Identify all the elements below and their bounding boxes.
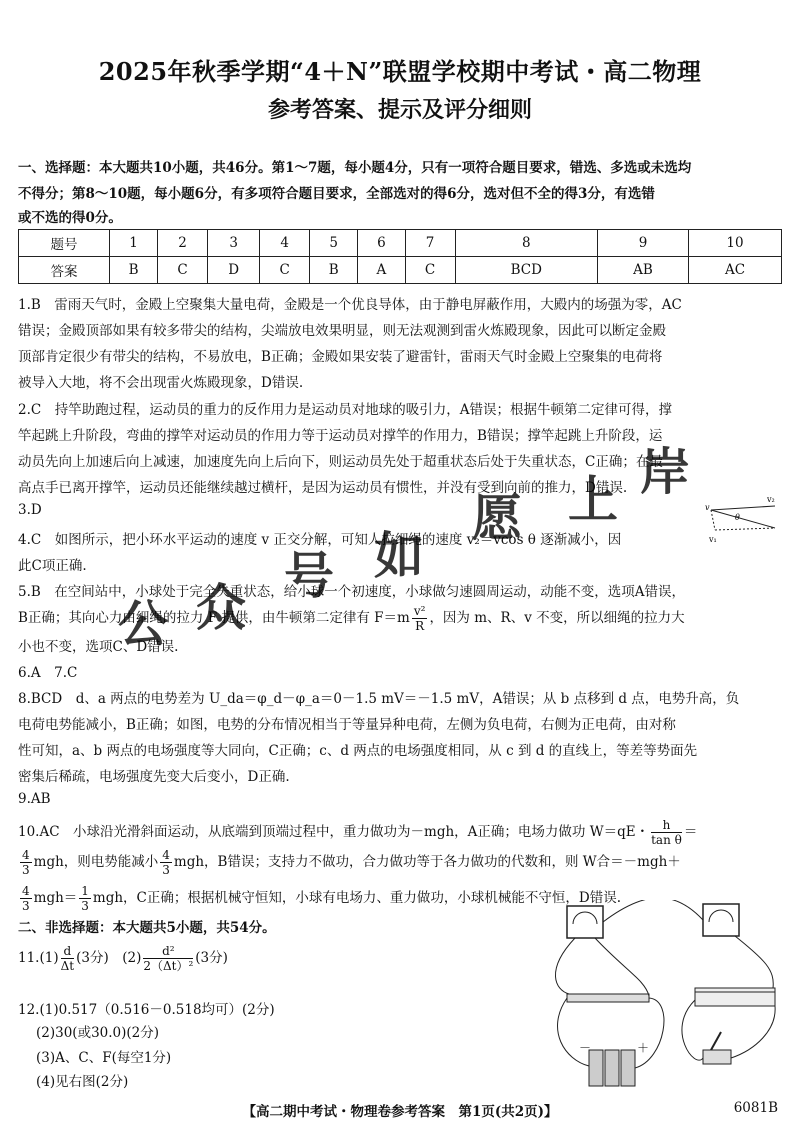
q5-text-a: B正确；其向心力由细绳的拉力 F 提供，由牛顿第二定律有 F＝m (18, 610, 410, 626)
q2-line1: 2.C 持竿助跑过程，运动员的重力的反作用力是运动员对地球的吸引力，A错误；根据牛顿第二定律可得，撑 (18, 402, 672, 418)
table-cell: 10 (689, 230, 782, 257)
q11-suffix: (3分) (195, 950, 228, 966)
v-label: v (705, 503, 710, 512)
switch-icon (703, 1050, 731, 1064)
document-code: 6081B (733, 1100, 778, 1116)
q5-text-b: ，因为 m、R、v 不变，所以细绳的拉力大 (429, 610, 685, 626)
velocity-decomposition-diagram (705, 488, 785, 548)
q10-fraction-3 (160, 848, 172, 877)
table-cell: C (158, 257, 208, 284)
q8-line4: 密集后稀疏，电场强度先变大后变小，D正确. (18, 769, 290, 785)
q8-line1: 8.BCD d、a 两点的电势差为 U_da＝φ_d－φ_a＝0－1.5 mV＝－1.5 mV，A错误；从 b 点移到 d 点，电势升高，负 (18, 691, 740, 707)
table-cell: C (405, 257, 455, 284)
q11-mid: (3分) (2) (76, 950, 142, 966)
table-cell: B (110, 257, 158, 284)
wire (635, 998, 664, 1068)
table-cell: D (208, 257, 260, 284)
v2-label: v₂ (767, 495, 775, 504)
watermark-char: 如 (374, 526, 424, 585)
q10-frac3-num: 4 (162, 848, 170, 862)
q12-part1: 12.(1)0.517（0.516－0.518均可）(2分) (18, 1002, 275, 1018)
answer-table (18, 229, 782, 284)
table-cell: 4 (260, 230, 310, 257)
wire (682, 1000, 703, 1060)
q10-text-e: mgh＝ (33, 890, 78, 906)
table-cell: BCD (455, 257, 597, 284)
page-footer: 【高二期中考试・物理卷参考答案 第1页(共2页)】 (242, 1104, 558, 1120)
q10-text-c: mgh，则电势能减小 (33, 854, 159, 870)
section2-title: 二、非选择题：本大题共5小题，共54分。 (18, 920, 276, 936)
table-cell: AB (597, 257, 688, 284)
q10-frac4-den: 3 (22, 899, 30, 913)
battery-icon (621, 1050, 635, 1086)
q2-line3: 动员先向上加速后向上减速，加速度先向上后向下，则运动员先处于超重状态后处于失重状态，C正确；在最 (18, 454, 663, 470)
q10-text-d: mgh，B错误；支持力不做功，合力做功等于各力做功的代数和，则 W合＝－mgh＋ (173, 854, 681, 870)
circuit-diagram (545, 900, 785, 1095)
q5-frac-num: v² (413, 604, 426, 618)
q9-line: 9.AB (18, 791, 51, 807)
v1-vector (711, 510, 715, 530)
q10-frac2-num: 4 (22, 848, 30, 862)
v1-label: v₁ (709, 535, 717, 544)
q11-frac1-num: d (61, 944, 75, 959)
wire (735, 936, 773, 988)
watermark-char: 众 (196, 578, 246, 637)
section1-line2: 不得分；第8～10题，每小题6分，有多项符合题目要求，全部选对的得6分，选对但不全的得3分，有选错 (18, 186, 655, 202)
q12-part4: (4)见右图(2分) (36, 1074, 129, 1090)
wire (555, 938, 575, 994)
q5-line3: 小也不变，选项C、D错误. (18, 639, 179, 655)
rheostat-icon (695, 988, 775, 1006)
q10-text-b: ＝ (683, 824, 698, 840)
q10-line1 (18, 818, 697, 847)
q10-frac2-den: 3 (22, 863, 30, 877)
table-cell: C (260, 257, 310, 284)
watermark-char: 上 (568, 470, 618, 529)
q1-line2: 错误；金殿顶部如果有较多带尖的结构，尖端放电效果明显，则无法观测到雷火炼殿现象，因此可以断定金殿 (18, 323, 666, 339)
q4-line2: 此C项正确. (18, 558, 87, 574)
table-cell: 5 (310, 230, 358, 257)
page-subtitle: 参考答案、提示及评分细则 (267, 97, 532, 123)
q3-line: 3.D (18, 502, 42, 518)
q10-frac5-num: 1 (81, 884, 89, 898)
wire (595, 938, 649, 996)
q1-line3: 顶部肯定很少有带尖的结构，不易放电，B正确；金殿如果安装了避雷针，雷雨天气时金殿上空聚集的电荷将 (18, 349, 663, 365)
row-label-number: 题号 (19, 230, 110, 257)
table-cell: 8 (455, 230, 597, 257)
v2-vector (711, 510, 775, 528)
table-cell: 2 (158, 230, 208, 257)
q11-frac1-den: Δt (60, 959, 75, 973)
ammeter-icon (703, 904, 739, 936)
table-cell: 9 (597, 230, 688, 257)
q8-line2: 电荷电势能减小，B正确；如图，电势的分布情况相当于等量异种电荷，左侧为负电荷，右侧为正电荷，由对称 (18, 717, 676, 733)
page-title: 2025年秋季学期“4＋N”联盟学校期中考试・高二物理 (98, 57, 702, 86)
q10-frac4-num: 4 (22, 884, 30, 898)
wire (603, 900, 703, 922)
battery-icon (605, 1050, 619, 1086)
q10-fraction-5 (79, 884, 91, 913)
watermark-char: 岸 (640, 442, 690, 501)
q10-text-a: 10.AC 小球沿光滑斜面运动，从底端到顶端过程中，重力做功为－mgh，A正确；电场力做功 W＝qE・ (18, 824, 650, 840)
table-cell: 7 (405, 230, 455, 257)
q10-frac1-den: tan θ (651, 833, 682, 847)
wire (731, 1006, 775, 1058)
theta-label: θ (735, 513, 740, 522)
table-row (19, 230, 782, 257)
q2-line2: 竿起跳上升阶段，弯曲的撑竿对运动员的作用力等于运动员对撑竿的作用力，B错误；撑竿起跳上升阶段，运 (18, 428, 663, 444)
section1-line3: 或不选的得0分。 (18, 210, 122, 226)
q1-line4: 被导入大地，将不会出现雷火炼殿现象，D错误. (18, 375, 304, 391)
minus-terminal-label: － (579, 1041, 592, 1055)
q12-part3: (3)A、C、F(每空1分) (36, 1050, 172, 1066)
table-cell: A (358, 257, 405, 284)
table-cell: AC (689, 257, 782, 284)
switch-lever (711, 1032, 721, 1050)
wire (558, 998, 592, 1066)
q4-line1: 4.C 如图所示，把小环水平运动的速度 v 正交分解，可知人拉细绳的速度 v₂＝vcos θ 逐渐减小，因 (18, 532, 622, 548)
q10-frac3-den: 3 (162, 863, 170, 877)
q5-line1: 5.B 在空间站中，小球处于完全失重状态，给小球一个初速度，小球做匀速圆周运动，动能不变，选项A错误， (18, 584, 686, 600)
q5-frac-den: R (415, 619, 425, 633)
section1-line1: 一、选择题：本大题共10小题，共46分。第1～7题，每小题4分，只有一项符合题目要求，错选、多选或未选均 (18, 160, 692, 176)
row-label-answer: 答案 (19, 257, 110, 284)
plus-terminal-label: ＋ (637, 1041, 650, 1055)
q1-line1: 1.B 雷雨天气时，金殿上空聚集大量电荷，金殿是一个优良导体，由于静电屏蔽作用，大殿内的场强为零，AC (18, 297, 682, 313)
watermark-char: 号 (284, 546, 334, 605)
q6-q7-line: 6.A 7.C (18, 665, 78, 681)
q12-part2: (2)30(或30.0)(2分) (36, 1025, 160, 1041)
q10-fraction-4 (20, 884, 32, 913)
table-cell: 6 (358, 230, 405, 257)
q10-fraction-1 (651, 818, 682, 847)
q11-frac2-den: 2（Δt）² (143, 959, 194, 973)
q11-fraction-1 (61, 944, 75, 973)
helper-line (715, 528, 775, 530)
watermark-char: 公 (118, 594, 168, 653)
q5-fraction (412, 604, 428, 633)
voltmeter-icon (567, 906, 603, 938)
table-cell: 3 (208, 230, 260, 257)
table-row (19, 257, 782, 284)
q10-line3 (18, 884, 621, 913)
q2-line4: 高点手已离开撑竿，运动员还能继续越过横杆，是因为运动员有惯性，并没有受到向前的推力，D错误. (18, 480, 628, 496)
v-vector (711, 506, 775, 510)
watermark-char: 愿 (472, 488, 522, 547)
q10-line2 (18, 848, 681, 877)
q8-line3: 性可知，a、b 两点的电场强度等大同向，C正确；c、d 两点的电场强度相同，从 c 到 d 的直线上，等差等势面先 (18, 743, 698, 759)
q11-line (18, 944, 228, 973)
q11-frac2-num: d² (143, 944, 193, 959)
q11-prefix: 11.(1) (18, 950, 59, 966)
q10-text-f: mgh，C正确；根据机械守恒知，小球有电场力、重力做功，小球机械能不守恒，D错误. (92, 890, 622, 906)
resistance-wire-icon (567, 994, 649, 1002)
q10-frac1-num: h (651, 818, 682, 833)
q11-fraction-2 (143, 944, 193, 973)
q10-fraction-2 (20, 848, 32, 877)
table-cell: B (310, 257, 358, 284)
q10-frac5-den: 3 (81, 899, 89, 913)
battery-icon (589, 1050, 603, 1086)
table-cell: 1 (110, 230, 158, 257)
